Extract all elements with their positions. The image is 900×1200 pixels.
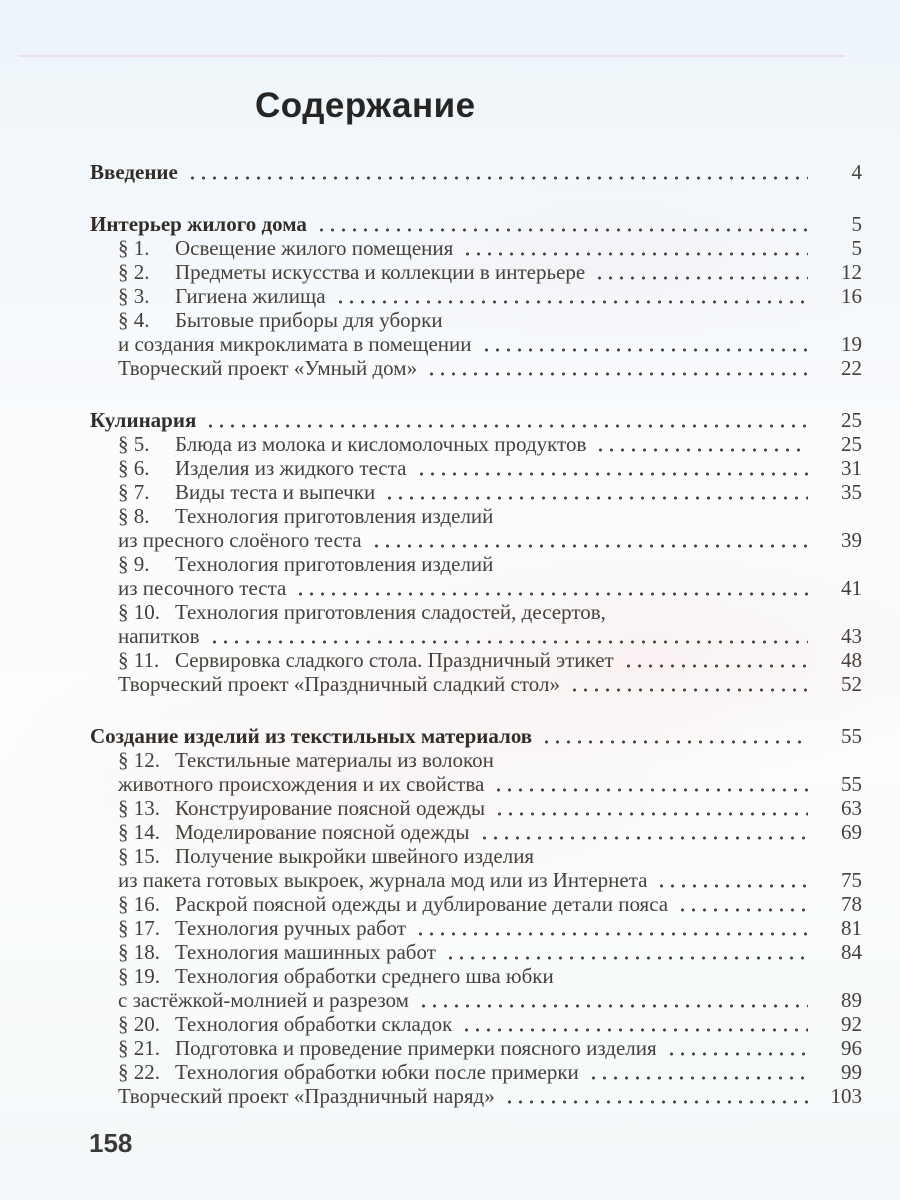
toc-entry-page: 103: [830, 1084, 862, 1108]
toc-entry: [90, 308, 862, 332]
toc-entry-marker: § 12.: [118, 748, 160, 772]
dot-leader: [594, 272, 808, 280]
toc-entry-page: 41: [841, 576, 862, 600]
toc-entry-page: 89: [841, 988, 862, 1012]
dot-leader: [371, 540, 808, 548]
toc-entry-marker: § 5.: [118, 432, 150, 456]
toc-entry-page: 39: [841, 528, 862, 552]
dot-leader: [445, 952, 808, 960]
dot-leader: [666, 1048, 808, 1056]
toc-entry-page: 78: [841, 892, 862, 916]
toc-entry-text: из песочного теста: [118, 576, 287, 600]
toc-entry-text: Бытовые приборы для уборки: [175, 308, 443, 332]
dot-leader: [205, 420, 808, 428]
toc-entry-marker: § 20.: [118, 1012, 160, 1036]
toc-entry-text: Творческий проект «Умный дом»: [118, 356, 418, 380]
toc-entry-marker: § 10.: [118, 600, 160, 624]
toc-entry-text: Гигиена жилища: [175, 284, 326, 308]
toc-entry-text: с застёжкой-молнией и разрезом: [118, 988, 409, 1012]
toc-entry-page: 92: [841, 1012, 862, 1036]
dot-leader: [426, 368, 808, 376]
toc-entry-text: Технология приготовления изделий: [175, 552, 494, 576]
toc-entry-page: 19: [841, 332, 862, 356]
toc-entry-marker: § 16.: [118, 892, 160, 916]
toc-entry-page: 22: [841, 356, 862, 380]
toc-entry-text: Творческий проект «Праздничный наряд»: [118, 1084, 495, 1108]
toc-entry-page: 96: [841, 1036, 862, 1060]
toc-entry-marker: § 2.: [118, 260, 150, 284]
toc-entry-text: Создание изделий из текстильных материалов: [90, 724, 533, 748]
toc-entry-page: 31: [841, 456, 862, 480]
dot-leader: [416, 468, 808, 476]
toc-entry-text: Блюда из молока и кисломолочных продуктов: [175, 432, 587, 456]
dot-leader: [595, 444, 808, 452]
dot-leader: [493, 784, 808, 792]
toc-entry-text: Изделия из жидкого теста: [175, 456, 407, 480]
toc-entry-text: Технология машинных работ: [175, 940, 436, 964]
dot-leader: [504, 1096, 808, 1104]
toc-entry-text: из пресного слоёного теста: [118, 528, 362, 552]
toc-entry: [90, 356, 862, 380]
toc-entry-marker: § 4.: [118, 308, 150, 332]
dot-leader: [295, 588, 808, 596]
toc-entry-text: Технология приготовления сладостей, десертов,: [175, 600, 606, 624]
toc-entry: [90, 892, 862, 916]
toc-entry: [90, 916, 862, 940]
toc-entry: [90, 260, 862, 284]
toc-entry-text: Подготовка и проведение примерки поясного изделия: [175, 1036, 657, 1060]
toc-entry-text: животного происхождения и их свойства: [118, 772, 485, 796]
toc-entry-page: 5: [851, 212, 862, 236]
toc-entry: [90, 724, 862, 748]
toc-entry-page: 25: [841, 432, 862, 456]
toc-entry-marker: § 3.: [118, 284, 150, 308]
toc-entry-page: 69: [841, 820, 862, 844]
toc-entry-marker: § 17.: [118, 916, 160, 940]
toc-entry-marker: § 13.: [118, 796, 160, 820]
toc-entry: [90, 672, 862, 696]
toc-entry-marker: § 21.: [118, 1036, 160, 1060]
toc-entry-text: и создания микроклимата в помещении: [118, 332, 472, 356]
toc-entry-page: 55: [841, 772, 862, 796]
dot-leader: [479, 832, 808, 840]
toc-entry-text: Кулинария: [90, 408, 197, 432]
toc-entry: [90, 408, 862, 432]
toc-entry: [90, 624, 862, 648]
toc-entry: [90, 1036, 862, 1060]
toc-entry-marker: § 18.: [118, 940, 160, 964]
toc-entry-text: Технология обработки юбки после примерки: [175, 1060, 579, 1084]
toc-entry-text: Творческий проект «Праздничный сладкий стол»: [118, 672, 560, 696]
dot-leader: [462, 248, 808, 256]
toc-entry-text: Раскрой поясной одежды и дублирование детали пояса: [175, 892, 669, 916]
toc-entry-page: 25: [841, 408, 862, 432]
toc-entry-page: 35: [841, 480, 862, 504]
toc-entry: [90, 432, 862, 456]
toc-entry: [90, 796, 862, 820]
toc-entry-text: Текстильные материалы из волокон: [175, 748, 494, 772]
toc-entry-text: Технология обработки среднего шва юбки: [175, 964, 554, 988]
toc-entry: [90, 868, 862, 892]
toc-entry-page: 52: [841, 672, 862, 696]
toc-list: [90, 160, 862, 1108]
toc-entry-marker: § 9.: [118, 552, 150, 576]
toc-entry: [90, 504, 862, 528]
toc-entry: [90, 964, 862, 988]
toc-entry-page: 55: [841, 724, 862, 748]
toc-entry: [90, 772, 862, 796]
toc-entry: [90, 480, 862, 504]
toc-entry-page: 81: [841, 916, 862, 940]
toc-entry: [90, 748, 862, 772]
toc-entry: [90, 456, 862, 480]
toc-entry: [90, 1060, 862, 1084]
toc-entry-page: 12: [841, 260, 862, 284]
toc-entry: [90, 552, 862, 576]
dot-leader: [384, 492, 808, 500]
dot-leader: [461, 1024, 808, 1032]
toc-entry-page: 16: [841, 284, 862, 308]
dot-leader: [656, 880, 808, 888]
toc-entry-text: из пакета готовых выкроек, журнала мод или из Интернета: [118, 868, 648, 892]
toc-entry-marker: § 11.: [118, 648, 160, 672]
toc-entry-marker: § 1.: [118, 236, 150, 260]
toc-entry: [90, 1084, 862, 1108]
scan-artifact-line: [18, 55, 845, 57]
toc-entry: [90, 648, 862, 672]
toc-entry-page: 43: [841, 624, 862, 648]
toc-entry-marker: § 22.: [118, 1060, 160, 1084]
toc-entry: [90, 600, 862, 624]
toc-entry-text: Освещение жилого помещения: [175, 236, 454, 260]
toc-entry-text: Интерьер жилого дома: [90, 212, 307, 236]
toc-entry-text: Сервировка сладкого стола. Праздничный этикет: [175, 648, 614, 672]
dot-leader: [494, 808, 808, 816]
dot-leader: [677, 904, 808, 912]
toc-entry-text: Предметы искусства и коллекции в интерьере: [175, 260, 586, 284]
dot-leader: [316, 224, 808, 232]
dot-leader: [415, 928, 808, 936]
toc-entry-text: Получение выкройки швейного изделия: [175, 844, 535, 868]
toc-entry: [90, 940, 862, 964]
toc-entry: [90, 1012, 862, 1036]
toc-entry-marker: § 8.: [118, 504, 150, 528]
toc-entry: [90, 284, 862, 308]
toc-entry-page: 48: [841, 648, 862, 672]
dot-leader: [209, 636, 809, 644]
toc-entry: [90, 820, 862, 844]
toc-entry-text: Технология приготовления изделий: [175, 504, 494, 528]
toc-entry-text: Введение: [90, 160, 178, 184]
toc-entry-marker: § 14.: [118, 820, 160, 844]
toc-entry: [90, 160, 862, 184]
toc-entry: [90, 236, 862, 260]
toc-entry: [90, 212, 862, 236]
toc-entry-text: Моделирование поясной одежды: [175, 820, 470, 844]
toc-entry-marker: § 6.: [118, 456, 150, 480]
toc-entry-page: 63: [841, 796, 862, 820]
toc-entry-text: напитков: [118, 624, 200, 648]
toc-entry: [90, 844, 862, 868]
toc-entry-text: Конструирование поясной одежды: [175, 796, 486, 820]
dot-leader: [481, 344, 808, 352]
dot-leader: [623, 660, 808, 668]
toc-entry-text: Технология ручных работ: [175, 916, 407, 940]
toc-entry-page: 4: [851, 160, 862, 184]
toc-entry: [90, 988, 862, 1012]
folio-page-number: 158: [89, 1128, 133, 1158]
toc-entry: [90, 576, 862, 600]
toc-entry-page: 99: [841, 1060, 862, 1084]
toc-entry-marker: § 15.: [118, 844, 160, 868]
toc-entry-text: Технология обработки складок: [175, 1012, 453, 1036]
toc-entry: [90, 528, 862, 552]
dot-leader: [187, 172, 808, 180]
toc-entry-text: Виды теста и выпечки: [175, 480, 376, 504]
toc-entry-page: 5: [851, 236, 862, 260]
toc-entry: [90, 332, 862, 356]
toc-entry-marker: § 19.: [118, 964, 160, 988]
toc-entry-page: 75: [841, 868, 862, 892]
dot-leader: [588, 1072, 808, 1080]
dot-leader: [541, 736, 808, 744]
dot-leader: [569, 684, 808, 692]
page-title: Содержание: [255, 86, 476, 125]
toc-entry-marker: § 7.: [118, 480, 150, 504]
toc-entry-page: 84: [841, 940, 862, 964]
dot-leader: [418, 1000, 808, 1008]
dot-leader: [335, 296, 808, 304]
